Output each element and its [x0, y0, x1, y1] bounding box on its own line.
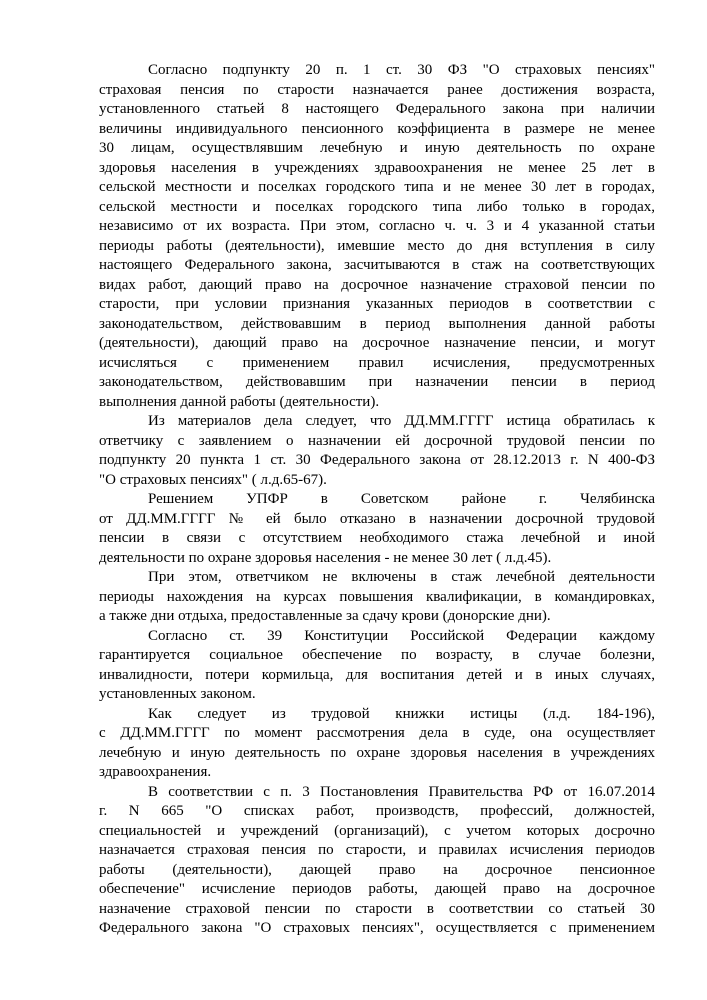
text-line: специальностей и учреждений (организаций), с учетом которых досрочно — [99, 822, 655, 839]
text-line: сельской местности и поселках городского типа либо только в городах, — [99, 198, 655, 215]
text-line: пенсии в связи с отсутствием необходимого стажа лечебной и иной — [99, 530, 655, 546]
text-line: старости, при условии признания указанных периодов в соответствии с — [99, 296, 655, 312]
text-line: Из материалов дела следует, что ДД.ММ.ГГГГ истица обратилась к — [148, 413, 655, 429]
text-line: В соответствии с п. 3 Постановления Правительства РФ от 16.07.2014 — [148, 783, 655, 800]
document-text-block — [99, 61, 655, 939]
text-line: подпункту 20 пункта 1 ст. 30 Федерального закона от 28.12.2013 г. N 400-ФЗ — [99, 452, 655, 468]
text-line: инвалидности, потери кормильца, для воспитания детей и в иных случаях, — [99, 666, 655, 683]
text-line: 30 лицам, осуществлявшим лечебную и иную деятельность по охране — [99, 140, 655, 156]
text-line: с ДД.ММ.ГГГГ по момент рассмотрения дела в суде, она осуществляет — [99, 725, 655, 741]
text-line: г. N 665 "О списках работ, производств, профессий, должностей, — [99, 803, 655, 819]
text-line: периоды работы (деятельности), имевшие место до дня вступления в силу — [99, 237, 655, 254]
paragraph — [99, 568, 655, 627]
text-line: законодательством, действовавшим при назначении пенсии в период — [99, 374, 655, 390]
text-line: ответчику с заявлением о назначении ей досрочной трудовой пенсии по — [99, 432, 655, 449]
text-line: "О страховых пенсиях" ( л.д.65-67). — [99, 471, 327, 488]
text-line: от ДД.ММ.ГГГГ № ей было отказано в назначении досрочной трудовой — [99, 510, 655, 527]
text-line: здравоохранения. — [99, 764, 212, 780]
text-line: видах работ, дающий право на досрочное назначение страховой пенсии по — [99, 276, 655, 293]
text-line: независимо от их возраста. При этом, согласно ч. ч. 3 и 4 указанной статьи — [99, 218, 655, 234]
text-line: Согласно подпункту 20 п. 1 ст. 30 ФЗ "О страховых пенсиях" — [148, 62, 655, 78]
text-line: сельской местности и поселках городского типа и не менее 30 лет в городах, — [99, 179, 655, 195]
text-line: лечебную и иную деятельность по охране здоровья населения в учреждениях — [99, 744, 655, 761]
paragraph — [99, 627, 655, 705]
text-line: назначается страховая пенсия по старости, и правилах исчисления периодов — [99, 842, 655, 858]
text-line: установленных законом. — [99, 686, 256, 702]
text-line: Согласно ст. 39 Конституции Российской Федерации каждому — [148, 627, 655, 644]
text-line: гарантируется социальное обеспечение по возрасту, в случае болезни, — [99, 647, 655, 663]
paragraph — [99, 705, 655, 783]
text-line: деятельности по охране здоровья населения - не менее 30 лет ( л.д.45). — [99, 549, 552, 566]
text-line: (деятельности), дающий право на досрочное назначение пенсии, и могут — [99, 335, 655, 351]
paragraph — [99, 61, 655, 412]
text-line: выполнения данной работы (деятельности). — [99, 393, 380, 410]
text-line: периоды нахождения на курсах повышения квалификации, в командировках, — [99, 588, 655, 605]
text-line: работы (деятельности), дающей право на досрочное пенсионное — [99, 861, 655, 878]
text-line: обеспечение" исчисление периодов работы, дающей право на досрочное — [99, 881, 655, 897]
text-line: Решением УПФР в Советском районе г. Челябинска — [148, 491, 655, 507]
text-line: страховая пенсия по старости назначается ранее достижения возраста, — [99, 81, 655, 98]
text-line: величины индивидуального пенсионного коэффициента в размере не менее — [99, 120, 655, 137]
text-line: Как следует из трудовой книжки истицы (л.д. 184-196), — [148, 705, 655, 722]
text-line: исчисляться с применением правил исчисления, предусмотренных — [99, 354, 655, 371]
paragraph — [99, 412, 655, 490]
text-line: настоящего Федерального закона, засчитываются в стаж на соответствующих — [99, 257, 655, 273]
paragraph — [99, 490, 655, 568]
text-line: здоровья населения в учреждениях здравоохранения не менее 25 лет в — [99, 159, 655, 176]
paragraph — [99, 783, 655, 939]
text-line: законодательством, действовавшим в период выполнения данной работы — [99, 315, 655, 332]
text-line: установленного статьей 8 настоящего Федерального закона при наличии — [99, 101, 655, 117]
text-line: назначение страховой пенсии по старости в соответствии со статьей 30 — [99, 900, 655, 917]
text-line: Федерального закона "О страховых пенсиях", осуществляется с применением — [99, 920, 655, 936]
text-line: При этом, ответчиком не включены в стаж лечебной деятельности — [148, 569, 655, 585]
text-line: а также дни отдыха, предоставленные за сдачу крови (донорские дни). — [99, 608, 551, 624]
